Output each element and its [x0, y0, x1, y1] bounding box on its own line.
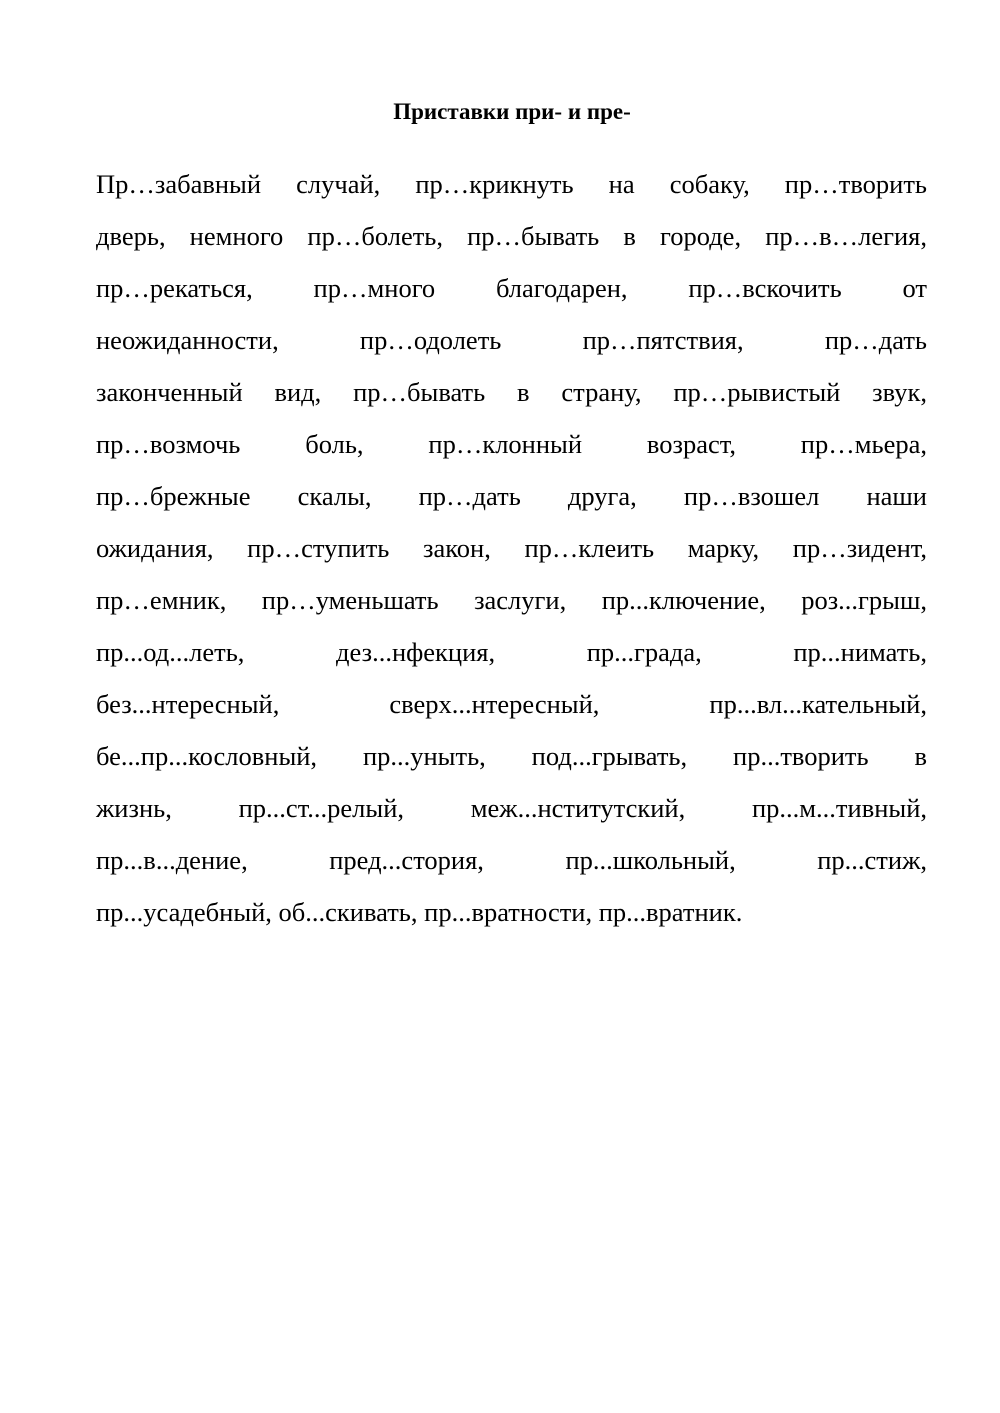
- text-line-last: пр...усадебный, об...скивать, пр...вратности, пр...вратник.: [96, 897, 743, 927]
- text-line: жизнь, пр...ст...релый, меж...нститутский, пр...м...тивный,: [96, 793, 927, 823]
- worksheet-title: Приставки при- и пре-: [393, 99, 631, 124]
- text-line: пр...од...леть, дез...нфекция, пр...града, пр...нимать,: [96, 637, 927, 667]
- text-line: пр…емник, пр…уменьшать заслуги, пр...ключение, роз...грыш,: [96, 585, 927, 615]
- text-line: пр…возмочь боль, пр…клонный возраст, пр…мьера,: [96, 429, 927, 459]
- text-line: пр…брежные скалы, пр…дать друга, пр…взошел наши: [96, 481, 927, 511]
- text-line: неожиданности, пр…одолеть пр…пятствия, пр…дать: [96, 325, 927, 355]
- text-line: пр…рекаться, пр…много благодарен, пр…вскочить от: [96, 273, 927, 303]
- exercise-paragraph: [96, 158, 927, 938]
- text-line: ожидания, пр…ступить закон, пр…клеить марку, пр…зидент,: [96, 533, 927, 563]
- text-line: без...нтересный, сверх...нтересный, пр...вл...кательный,: [96, 689, 927, 719]
- text-line: пр...в...дение, пред...стория, пр...школьный, пр...стиж,: [96, 845, 927, 875]
- text-line: дверь, немного пр…болеть, пр…бывать в городе, пр…в…легия,: [96, 221, 927, 251]
- text-line: законченный вид, пр…бывать в страну, пр…рывистый звук,: [96, 377, 927, 407]
- text-line: бе...пр...кословный, пр...уныть, под...грывать, пр...творить в: [96, 741, 927, 771]
- text-line: Пр…забавный случай, пр…крикнуть на собаку, пр…творить: [96, 169, 927, 199]
